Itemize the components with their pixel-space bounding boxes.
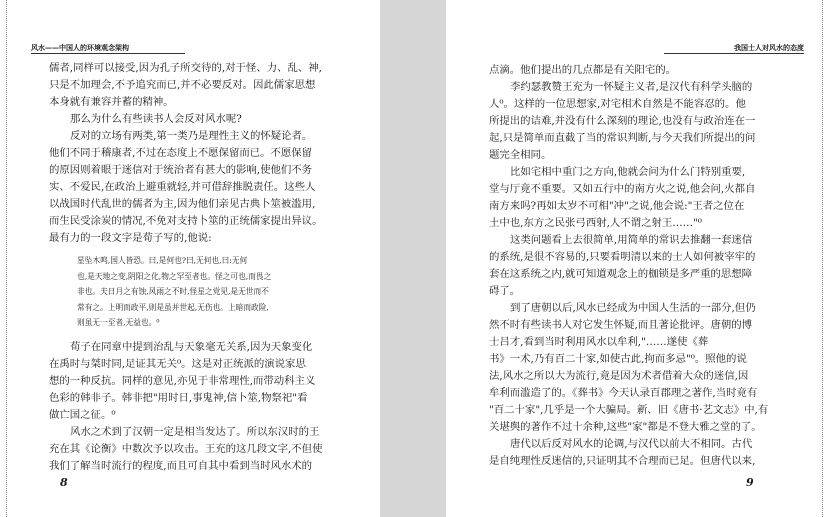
text-line: 我们了解当时流行的程度,而且可自其中看到当时风水术的 bbox=[49, 459, 313, 472]
text-line: 所提出的诘难,并没有什么深刻的理论,也没有与政治连在一 bbox=[489, 115, 756, 127]
text-line: 那么为什么有些读书人会反对风水呢? bbox=[70, 113, 242, 125]
right-page-edge bbox=[822, 0, 825, 517]
text-line: 荀子在同章中提到治乱与天象毫无关系,因为天象变化 bbox=[70, 340, 313, 353]
text-line: 星坠木鸣,国人皆恐。曰,是何也?曰,无何也,曰:无何 bbox=[77, 256, 248, 265]
text-line: "百二十家",几乎是一个大骗局。新、旧《唐书·艺文志》中,有 bbox=[489, 404, 769, 416]
text-line: 法,风水之所以大为流行,竟是因为术者借着大众的迷信,因 bbox=[489, 370, 749, 382]
text-line: 到了唐朝以后,风水已经成为中国人生活的一部分,但仍 bbox=[510, 302, 756, 314]
text-line: 色彩的韩非子。韩非把"用时日,事鬼神,信卜筮,物祭祀"看 bbox=[49, 391, 308, 404]
right-page bbox=[446, 0, 830, 517]
text-line: 做亡国之征。⁰ bbox=[49, 408, 116, 421]
right-page-number: 9 bbox=[746, 476, 754, 489]
text-line: 最有力的一段文字是荀子写的,他说: bbox=[49, 232, 212, 244]
text-line: 想的一种反抗。同样的意见,亦见于非常理性,而带动科主义 bbox=[49, 374, 316, 387]
text-line: 牟利而滥造了的。《葬书》今天认录百郡理之著作,当时竟有 bbox=[489, 387, 758, 399]
text-line: 起,只是简单而直截了当的常识判断,与今天我们所提出的问 bbox=[489, 132, 756, 144]
text-line: 碍了。 bbox=[489, 285, 521, 297]
left-page-edge bbox=[6, 0, 9, 517]
left-page bbox=[0, 0, 380, 517]
text-line: 实、不爱民,在政治上避重就轻,并可借辞推脱责任。这些人 bbox=[49, 181, 316, 193]
right-running-header: 我国士人对风水的态度 bbox=[664, 41, 804, 54]
text-line: 的原因则着眼于迷信对于统治者有甚大的影响,使他们不务 bbox=[49, 164, 313, 176]
text-line: 只是不加理会,不予追究而已,并不必要反对。因此儒家思想 bbox=[49, 79, 316, 91]
text-line: 堂与厅竟不重要。又如五行中的南方火之说,他会问,火都自 bbox=[489, 183, 756, 195]
left-body-text bbox=[49, 60, 322, 475]
text-line: 反对的立场有两类,第一类乃是理性主义的怀疑论者。 bbox=[70, 130, 313, 142]
block-quote bbox=[77, 253, 322, 331]
text-line: 本身就有兼容并蓄的精神。 bbox=[49, 96, 174, 108]
text-line: 非也。夫日月之有蚀,风雨之不时,怪星之党见,是无世而不 bbox=[77, 287, 269, 296]
text-line: 李约瑟教赞王充为一怀疑主义者,是汉代有科学头脑的 bbox=[510, 81, 753, 93]
text-line: 在禹时与桀时同,足证其无关⁰。这是对正统派的演说家思 bbox=[49, 357, 306, 370]
text-line: 是自纯理性反迷信的,只证明其不合理而已足。但唐代以来, bbox=[489, 455, 756, 467]
text-line: 唐代以后反对风水的论调,与汉代以前大不相同。古代 bbox=[510, 438, 753, 450]
page-gutter bbox=[380, 0, 446, 517]
text-line: 风水之术到了汉朝一定是相当发达了。所以东汉时的王 bbox=[70, 425, 320, 438]
text-line: 充在其《论衡》中数次予以攻击。王充的这几段文字,不但使 bbox=[49, 442, 323, 455]
text-line: 人⁰。这样的一位思想家,对宅相术自然是不能容忍的。他 bbox=[489, 98, 746, 110]
text-line: 则虽无一至者,无益也。⁰ bbox=[77, 318, 160, 327]
text-line: 关堪舆的著作不过十余种,这些"家"都是不登大雅之堂的了。 bbox=[489, 421, 762, 433]
text-line: 套在这系统之内,就可知道观念上的枷锁是多严重的思想障 bbox=[489, 268, 753, 280]
text-line: 而生民受涂炭的情况,不免对支持卜筮的正统儒家提出异议。 bbox=[49, 215, 323, 227]
text-line: 然不时有些读书人对它发生怀疑,而且著论批评。唐朝的博 bbox=[489, 319, 753, 331]
text-line: 儒者,同样可以接受,因为孔子所交待的,对于怪、力、乱、神, bbox=[49, 62, 322, 74]
text-line: 常有之。上明而政平,则是虽并世起,无伤也。上暗而政险, bbox=[77, 302, 269, 312]
left-page-number: 8 bbox=[60, 476, 68, 489]
right-body-text bbox=[489, 62, 768, 470]
left-running-header: 风水——中国人的环境观念架构 bbox=[31, 41, 185, 54]
text-line: 土中也,东方之民张弓西射,人不谓之射王……"⁰ bbox=[489, 217, 702, 229]
text-line: 这类问题看上去很简单,用简单的常识去推翻一套迷信 bbox=[510, 234, 753, 246]
text-line: 比如宅相中重门之方向,他就会问为什么门特别重要, bbox=[510, 166, 746, 178]
text-line: 题完全相同。 bbox=[489, 149, 552, 161]
text-line: 士吕才,看到当时利用风水以牟利,"……遂使《葬 bbox=[489, 336, 709, 348]
text-line: 的系统,是很不容易的,只要看明清以来的士人如何被宰牢的 bbox=[489, 251, 756, 263]
text-line: 他们不同于稽康者,不过在态度上不愿保留而已。不愿保留 bbox=[49, 147, 313, 159]
text-line: 也,是天地之变,阴阳之化,物之罕至者也。怪之可也,而畏之 bbox=[77, 271, 272, 281]
text-line: 以战国时代乱世的儒者为主,因为他们亲见古典卜筮被滥用, bbox=[49, 198, 316, 210]
text-line: 点滴。他们提出的几点都是有关阳宅的。 bbox=[489, 64, 677, 76]
text-line: 南方来吗?再如太岁不可相"冲"之说,他会说:"王者之位在 bbox=[489, 200, 745, 212]
text-line: 书》一术,乃有百二十家,如使古此,拘而多忌"⁰。照他的说 bbox=[489, 353, 747, 365]
